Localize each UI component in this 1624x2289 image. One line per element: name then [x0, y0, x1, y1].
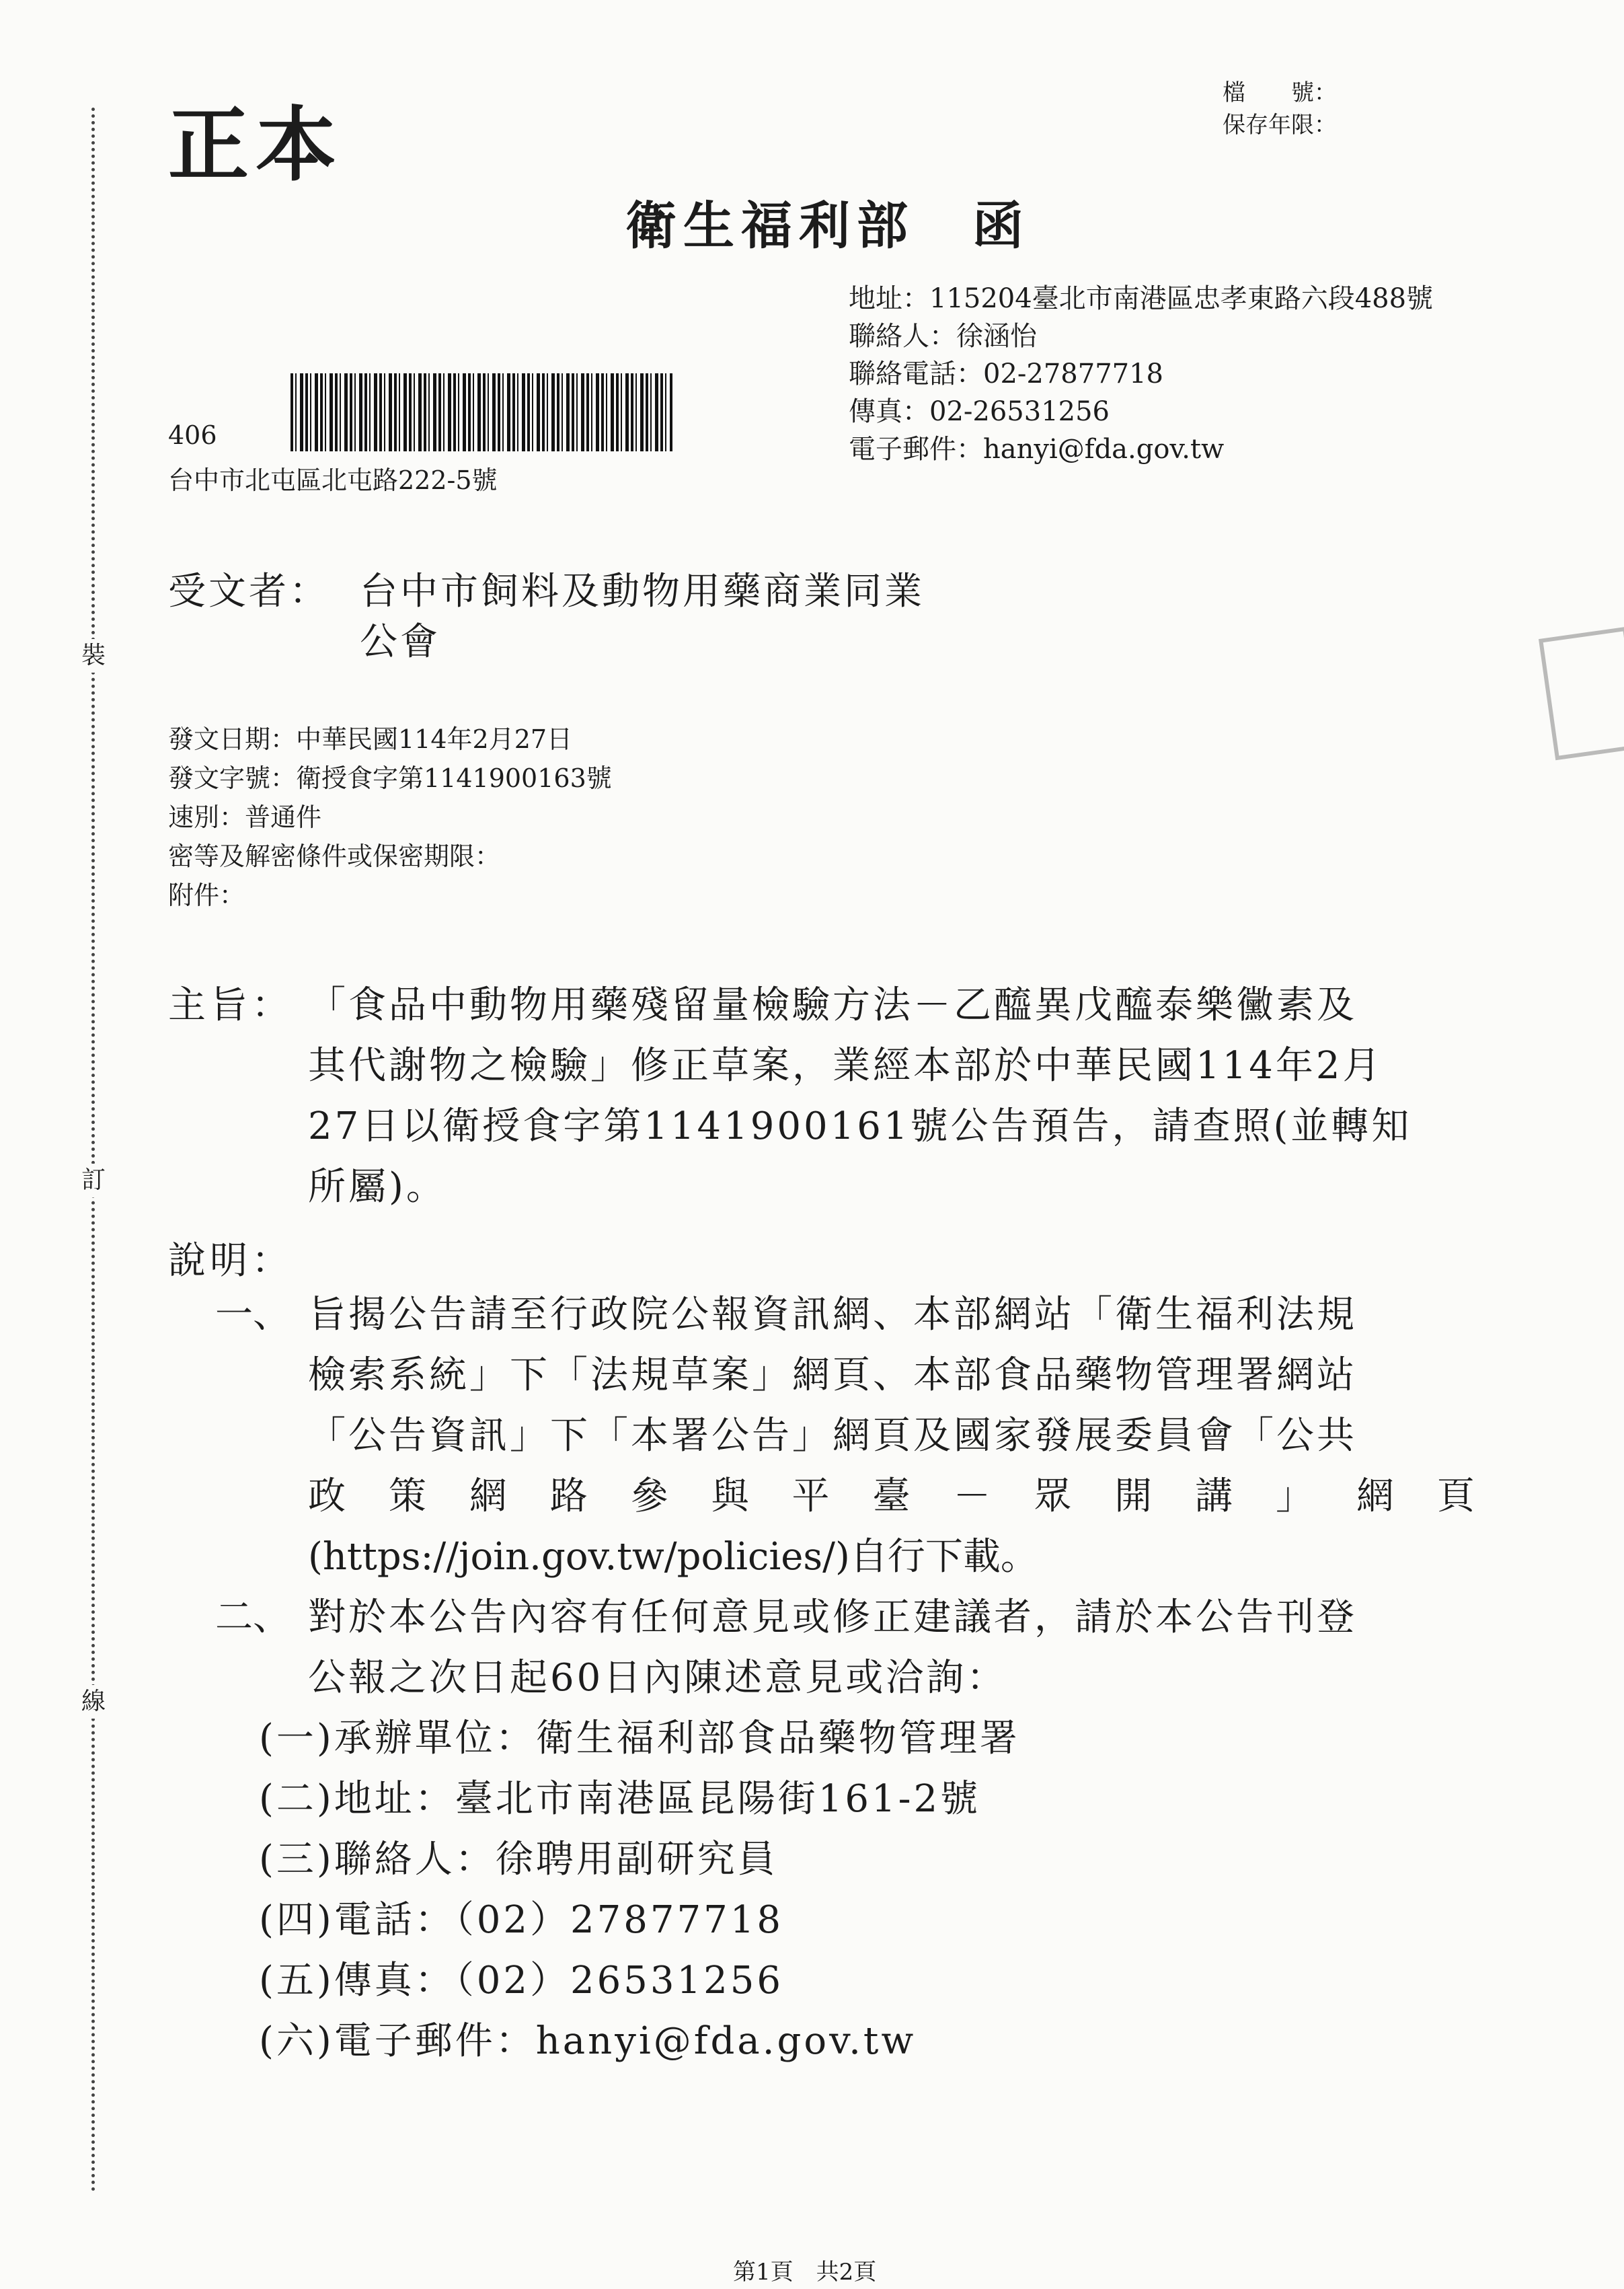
contact-sub-item: (五)傳真：（02）26531256	[259, 1959, 783, 2002]
file-number-label: 檔 號：	[1223, 79, 1337, 106]
recipient-name-continued: 公會	[360, 620, 440, 664]
justified-char: 與	[711, 1474, 749, 1518]
subject-line: 「食品中動物用藥殘留量檢驗方法－乙醯異戊醯泰樂黴素及	[308, 983, 1357, 1027]
contact-sub-item: (四)電話：（02）27877718	[259, 1898, 783, 1942]
subject-label: 主旨：	[168, 983, 293, 1027]
note-item-number: 二、	[215, 1596, 291, 1639]
note-item-justified-line	[308, 1466, 1475, 1520]
justified-char: 開	[1114, 1474, 1153, 1518]
note-item-line: (https://join.gov.tw/policies/)自行下載。	[308, 1535, 1038, 1579]
contact-sub-item: (二)地址：臺北市南港區昆陽街161-2號	[259, 1777, 981, 1821]
attachments: 附件：	[168, 880, 245, 910]
subject-line: 所屬)。	[308, 1165, 447, 1209]
contact-sub-item: (六)電子郵件：hanyi@fda.gov.tw	[259, 2019, 917, 2063]
justified-char: 政	[308, 1474, 346, 1518]
justified-char: 路	[549, 1474, 588, 1518]
notes-label: 說明：	[168, 1239, 293, 1283]
recipient-address: 台中市北屯區北屯路222-5號	[168, 465, 498, 495]
sender-contact: 聯絡人：徐涵怡	[849, 321, 1037, 352]
justified-char: 平	[791, 1474, 830, 1518]
note-item-number: 一、	[215, 1293, 291, 1337]
note-item-line: 公報之次日起60日內陳述意見或洽詢：	[308, 1656, 1007, 1700]
sender-email: 電子郵件：hanyi@fda.gov.tw	[849, 434, 1225, 465]
justified-char: －	[953, 1474, 991, 1518]
binding-line	[91, 108, 95, 2193]
subject-line: 其代謝物之檢驗」修正草案，業經本部於中華民國114年2月	[308, 1044, 1383, 1088]
justified-char: 參	[630, 1474, 668, 1518]
sender-fax: 傳真：02-26531256	[849, 396, 1110, 427]
justified-char: 網	[469, 1474, 507, 1518]
justified-char: 策	[388, 1474, 426, 1518]
binding-mark-bind: 裝	[77, 639, 110, 673]
document-number: 發文字號：衛授食字第1141900163號	[168, 763, 612, 793]
justified-char: 眾	[1034, 1474, 1072, 1518]
sender-phone: 聯絡電話：02-27877718	[849, 359, 1164, 389]
justified-char: 臺	[872, 1474, 911, 1518]
document-title: 衛生福利部 函	[625, 196, 1030, 256]
justified-char: 網	[1356, 1474, 1394, 1518]
retention-period-label: 保存年限：	[1223, 112, 1337, 139]
page-footer: 第1頁 共2頁	[733, 2259, 877, 2286]
binding-mark-staple: 訂	[77, 1164, 110, 1197]
justified-char: 」	[1276, 1474, 1314, 1518]
barcode	[291, 373, 672, 451]
contact-sub-item: (一)承辦單位：衛生福利部食品藥物管理署	[259, 1717, 1020, 1760]
note-item-line: 檢索系統」下「法規草案」網頁、本部食品藥物管理署網站	[308, 1353, 1357, 1397]
justified-char: 講	[1195, 1474, 1233, 1518]
justified-char: 頁	[1436, 1474, 1475, 1518]
note-item-line: 「公告資訊」下「本署公告」網頁及國家發展委員會「公共	[308, 1414, 1357, 1458]
receipt-stamp	[1539, 627, 1624, 761]
recipient-postal-code: 406	[168, 420, 217, 450]
subject-line: 27日以衛授食字第1141900161號公告預告，請查照(並轉知	[308, 1104, 1412, 1148]
recipient-name: 台中市飼料及動物用藥商業同業	[360, 570, 925, 613]
issue-date: 發文日期：中華民國114年2月27日	[168, 724, 573, 754]
original-copy-mark: 正本	[168, 98, 343, 192]
sender-address: 地址：115204臺北市南港區忠孝東路六段488號	[849, 283, 1434, 314]
contact-sub-item: (三)聯絡人：徐聘用副研究員	[259, 1838, 778, 1881]
recipient-label: 受文者：	[168, 570, 330, 613]
delivery-speed: 速別：普通件	[168, 802, 322, 832]
note-item-line: 對於本公告內容有任何意見或修正建議者，請於本公告刊登	[308, 1596, 1357, 1639]
note-item-line: 旨揭公告請至行政院公報資訊網、本部網站「衛生福利法規	[308, 1293, 1357, 1337]
security-level: 密等及解密條件或保密期限：	[168, 841, 501, 871]
binding-mark-line: 線	[77, 1685, 110, 1719]
